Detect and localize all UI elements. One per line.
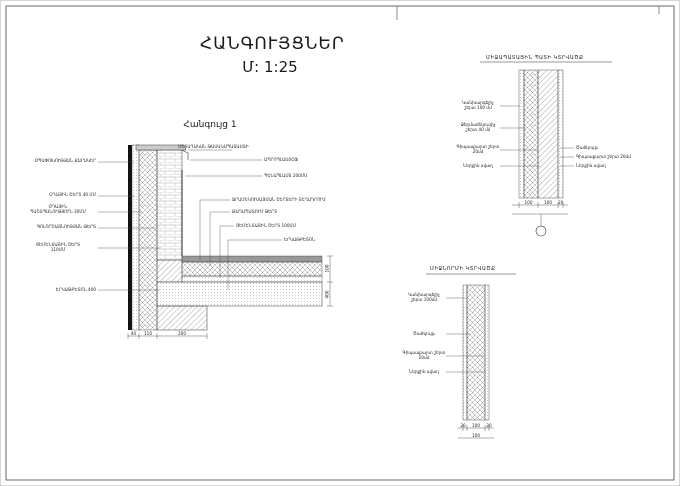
sheet-title: ՀԱՆԳՈՒՅՑՆԵՐ xyxy=(200,34,345,54)
sec-b-left-4: Ներքին սվաղ xyxy=(409,369,439,374)
dim-node-2: 110 xyxy=(144,331,152,336)
dim-sec-a-1: 100 xyxy=(524,200,533,205)
label-insulation-200: ՊԵՆԱՊԼԱՍՏ 200ՄՄ xyxy=(264,173,308,178)
node-title: Հանգույց 1 xyxy=(183,120,237,130)
section-b-title: ՄԻՋՆՈՐՄԻ ԿՏՐՎԱԾՔ xyxy=(430,266,496,272)
section-a-title: ՄԻՋԱՊԱՏԱՅԻՆ ՊԱՏԻ ԿՏՐՎԱԾՔ xyxy=(486,55,584,61)
label-concrete-slab: ԵՐԿԱԹԲԵՏՈՆ xyxy=(284,237,316,242)
dim-node-1: 40 xyxy=(130,331,137,336)
label-slope-layer: ՋՐԱՄԵԿՈՒՍԱՑՄԱՆ ՇԵՐՏԵՐԻ ՏԵՂԱԴՐՈՒՄ xyxy=(232,197,326,202)
sec-a-left-2: Ջերմամեկուսիչ շերտ 40 մմ xyxy=(460,122,496,132)
dim-node-r1: 100 xyxy=(324,264,330,273)
label-masonry-400: ԵՐԿԱԹԲԵՏՈՆ 400 xyxy=(55,287,96,292)
dim-sec-b-2: 100 xyxy=(472,423,480,428)
sec-a-left-1: Կանխարգելիչ շերտ 100 մմ xyxy=(462,100,494,110)
label-gap-40: ՕԴԱՅԻՆ ՇԵՐՏ 40 ՄՄ xyxy=(49,192,96,197)
label-screed-100: ՑԵՄԵՆՏԱՅԻՆ ՇԵՐՏ 100ՄՄ xyxy=(236,223,297,228)
label-levelling: ԹԱՂԱՊԱՏՈՒՄ ԹԵՐՏ xyxy=(232,209,278,214)
sec-b-left-1: Կանխարգելիչ շերտ 100մմ xyxy=(408,292,440,302)
sec-b-left-2: Ծածկույթ xyxy=(413,331,435,336)
dim-sec-a-2: 100 xyxy=(544,200,552,205)
label-air-barrier: ՕԴԱՅԻՆ ՊԱՇՏՊԱՆՈՒԹՅՈՒՆ 30ՄՄ xyxy=(30,204,86,214)
dim-node-3: 200 xyxy=(178,331,186,336)
dim-sec-a-3: 20 xyxy=(558,200,564,205)
dim-sec-b-total: 100 xyxy=(472,433,480,438)
label-vapor-barrier: ԳՈԼՈՐՇԱՅՆՈՒԹՅԱՆ ԹԵՐՏ xyxy=(37,224,96,229)
sheet-scale: Մ: 1:25 xyxy=(242,58,298,76)
sec-b-left-3: Գիպսաքարտ շերտ 20մմ xyxy=(402,350,446,360)
label-facade-finish: ՕՊԱՓՈԽՈՒԹՅԱՆ ՔԱՐԱԿԵՐ xyxy=(34,158,96,163)
sec-a-right-3: Ներքին սվաղ xyxy=(576,163,606,168)
dim-sec-b-1: 20 xyxy=(460,423,466,428)
label-fixed-gutter: ՄԵՏԱՂԱԿԱՆ ԹԱՍԱԿԱՊԱՏԱՍՏԻ xyxy=(178,144,249,149)
label-reinforced-screed: ՑԵՄԵՆՏԱՅԻՆ ՇԵՐՏ 110ՄՄ xyxy=(35,242,81,252)
sec-a-left-4: Ներքին սվաղ xyxy=(463,163,493,168)
sec-a-right-1: Ծածկույթ xyxy=(576,145,598,150)
label-roof-waterproof: ԱՊՐՈՊԼԱՍՏՕՖ xyxy=(264,157,298,162)
dim-sec-b-3: 20 xyxy=(486,423,492,428)
dim-node-r2: 400 xyxy=(324,290,330,299)
sec-a-right-2: Գիպսաքարտ շերտ 20մմ xyxy=(576,154,631,159)
sec-a-left-3: Գիպսաքարտ շերտ 20մմ xyxy=(456,144,500,154)
